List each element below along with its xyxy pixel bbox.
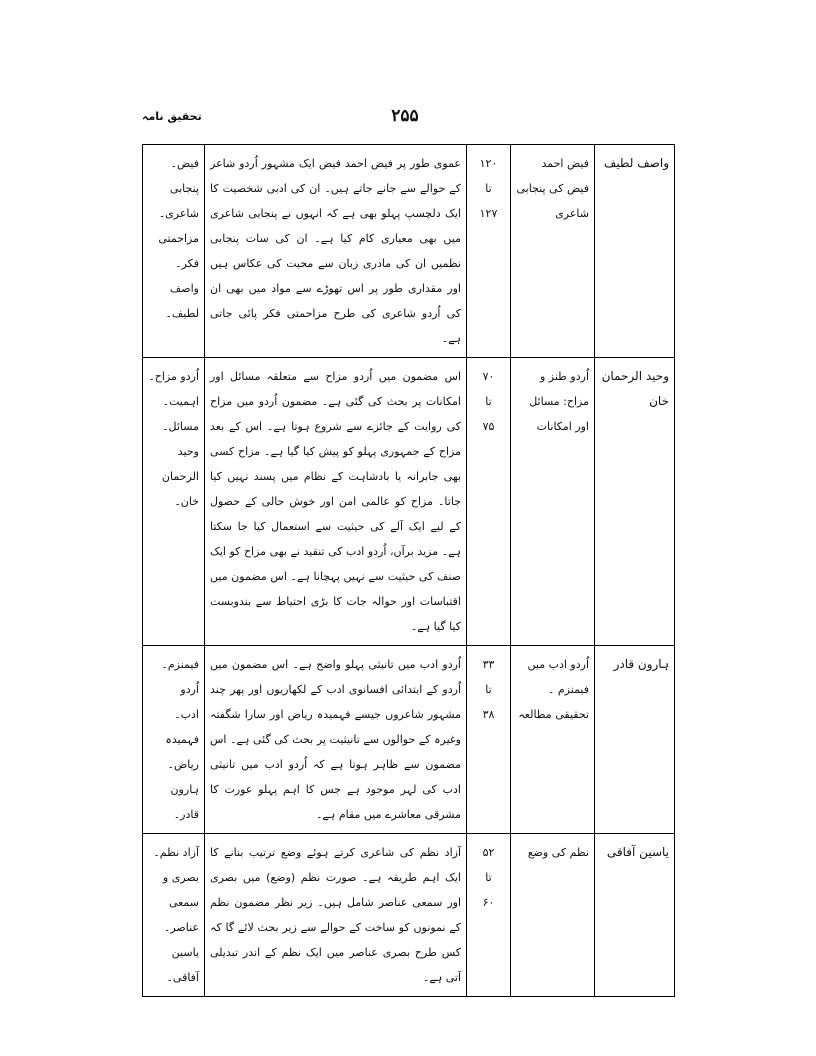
keyword: آزاد نظم۔ بصری و	[153, 846, 199, 884]
article-summary: آزاد نظم کی شاعری کرتے ہوئے وضع ترتیب بنانے کا ایک اہم طریقہ ہے۔ صورت نظم (وضع) میں بصری اور سمعی عناصر شامل ہیں۔ زیر نظر مضمون نظم کے نمونوں کو ساخت کے حوالے سے زیر بحث لائے گا کہ کس طرح بصری عناصر میں ایک نظم کے اندر تبدیلی آتی ہے۔	[205, 834, 467, 997]
keyword: یاسین آفاقی۔	[166, 946, 199, 984]
article-title: نظم کی وضع	[511, 834, 595, 997]
page-range	[467, 358, 511, 646]
page-end: ۷۵	[482, 420, 495, 433]
page-range-separator: تا	[485, 182, 492, 195]
page-range	[467, 646, 511, 834]
page-start: ۷۰	[482, 370, 495, 383]
article-keywords	[143, 646, 205, 834]
page-start: ۱۲۰	[479, 157, 498, 170]
keyword: ہارون قادر۔	[170, 783, 199, 821]
page-start: ۳۳	[482, 658, 495, 671]
page-range	[467, 834, 511, 997]
keyword: فکر۔	[175, 257, 199, 270]
keyword: وحید الرحمان	[161, 445, 199, 483]
keyword: خان۔	[174, 495, 199, 508]
table-row	[143, 145, 675, 358]
article-title: فیض احمد فیض کی پنجابی شاعری	[511, 145, 595, 358]
keyword: ادب۔ فہمیدہ	[165, 708, 199, 746]
article-summary: اس مضمون میں اُردو مزاح سے متعلقہ مسائل اور امکانات پر بحث کی گئی ہے۔ مضمون اُردو میں مزاح کی روایت کے جائزے سے شروع ہوتا ہے۔ اس کے بعد مزاح کے جمہوری پہلو کو پیش کیا گیا ہے۔ مزاح کسی بھی جابرانہ یا بادشاہت کے نظام میں پسند نہیں کیا جاتا۔ مزاح کو عالمی امن اور خوش حالی کے حصول کے لیے ایک آلے کی حیثیت سے استعمال کیا جا سکتا ہے۔ مزید برآں، اُردو ادب کی تنقید نے بھی مزاح کو ایک صنف کی حیثیت سے نہیں پہچانا ہے۔ اس مضمون میں اقتباسات اور حوالہ جات کا بڑی احتیاط سے بندوبست کیا گیا ہے۔	[205, 358, 467, 646]
keyword: سمعی عناصر۔	[163, 896, 199, 934]
keyword: اہمیت۔ مسائل۔	[162, 395, 199, 433]
page-end: ۱۲۷	[479, 207, 498, 220]
author-name: وحید الرحمان خان	[595, 358, 675, 646]
keyword: فیض۔ پنجابی	[169, 157, 199, 195]
article-summary: اُردو ادب میں تانیثی پہلو واضح ہے۔ اس مضمون میں اُردو کے ابتدائی افسانوی ادب کے لکھاریوں اور پھر چند مشہور شاعروں جیسے فہمیدہ ریاض اور سارا شگفتہ وغیرہ کے حوالوں سے تانیثیت پر بحث کی گئی ہے۔ اس مضمون سے ظاہر ہوتا ہے کہ اُردو ادب میں تانیثی ادب کی لہر موجود ہے جس کا اہم پہلو عورت کا مشرقی معاشرے میں مقام ہے۔	[205, 646, 467, 834]
article-keywords	[143, 834, 205, 997]
article-keywords	[143, 358, 205, 646]
author-name: واصف لطیف	[595, 145, 675, 358]
journal-name: تحقیق نامہ	[142, 110, 202, 123]
keyword: شاعری۔ مزاحمتی	[158, 207, 199, 245]
table-row	[143, 358, 675, 646]
article-title: اُردو طنز و مزاح: مسائل اور امکانات	[511, 358, 595, 646]
table-row	[143, 646, 675, 834]
page-end: ۶۰	[482, 896, 495, 909]
article-index-table	[142, 144, 675, 997]
article-keywords	[143, 145, 205, 358]
author-name: یاسین آفاقی	[595, 834, 675, 997]
page-range-separator: تا	[485, 683, 492, 696]
table-row	[143, 834, 675, 997]
article-summary: عموی طور پر فیض احمد فیض ایک مشہور اُردو شاعر کے حوالے سے جانے جاتے ہیں۔ ان کی ادبی شخصیت کا ایک دلچسپ پہلو بھی ہے کہ انہوں نے پنجابی شاعری میں بھی معیاری کام کیا ہے۔ ان کی سات پنجابی نظمیں ان کی مادری زبان سے محبت کی عکاس ہیں اور مقداری طور پر اس تھوڑے سے مواد میں بھی ان کی اُردو شاعری کی طرح مزاحمتی فکر پائی جاتی ہے۔	[205, 145, 467, 358]
page-range-separator: تا	[485, 871, 492, 884]
keyword: اُردو مزاح۔	[148, 370, 199, 383]
page-number: ۲۵۵	[391, 106, 419, 126]
keyword: فیمنزم۔ اُردو	[161, 658, 199, 696]
keyword: واصف لطیف۔	[165, 282, 199, 320]
author-name: ہارون قادر	[595, 646, 675, 834]
page-start: ۵۲	[482, 846, 495, 859]
page-end: ۳۸	[482, 708, 495, 721]
page-range-separator: تا	[485, 395, 492, 408]
page-range	[467, 145, 511, 358]
keyword: ریاض۔	[167, 758, 199, 771]
article-title: اُردو ادب میں فیمنزم ۔ تحقیقی مطالعہ	[511, 646, 595, 834]
